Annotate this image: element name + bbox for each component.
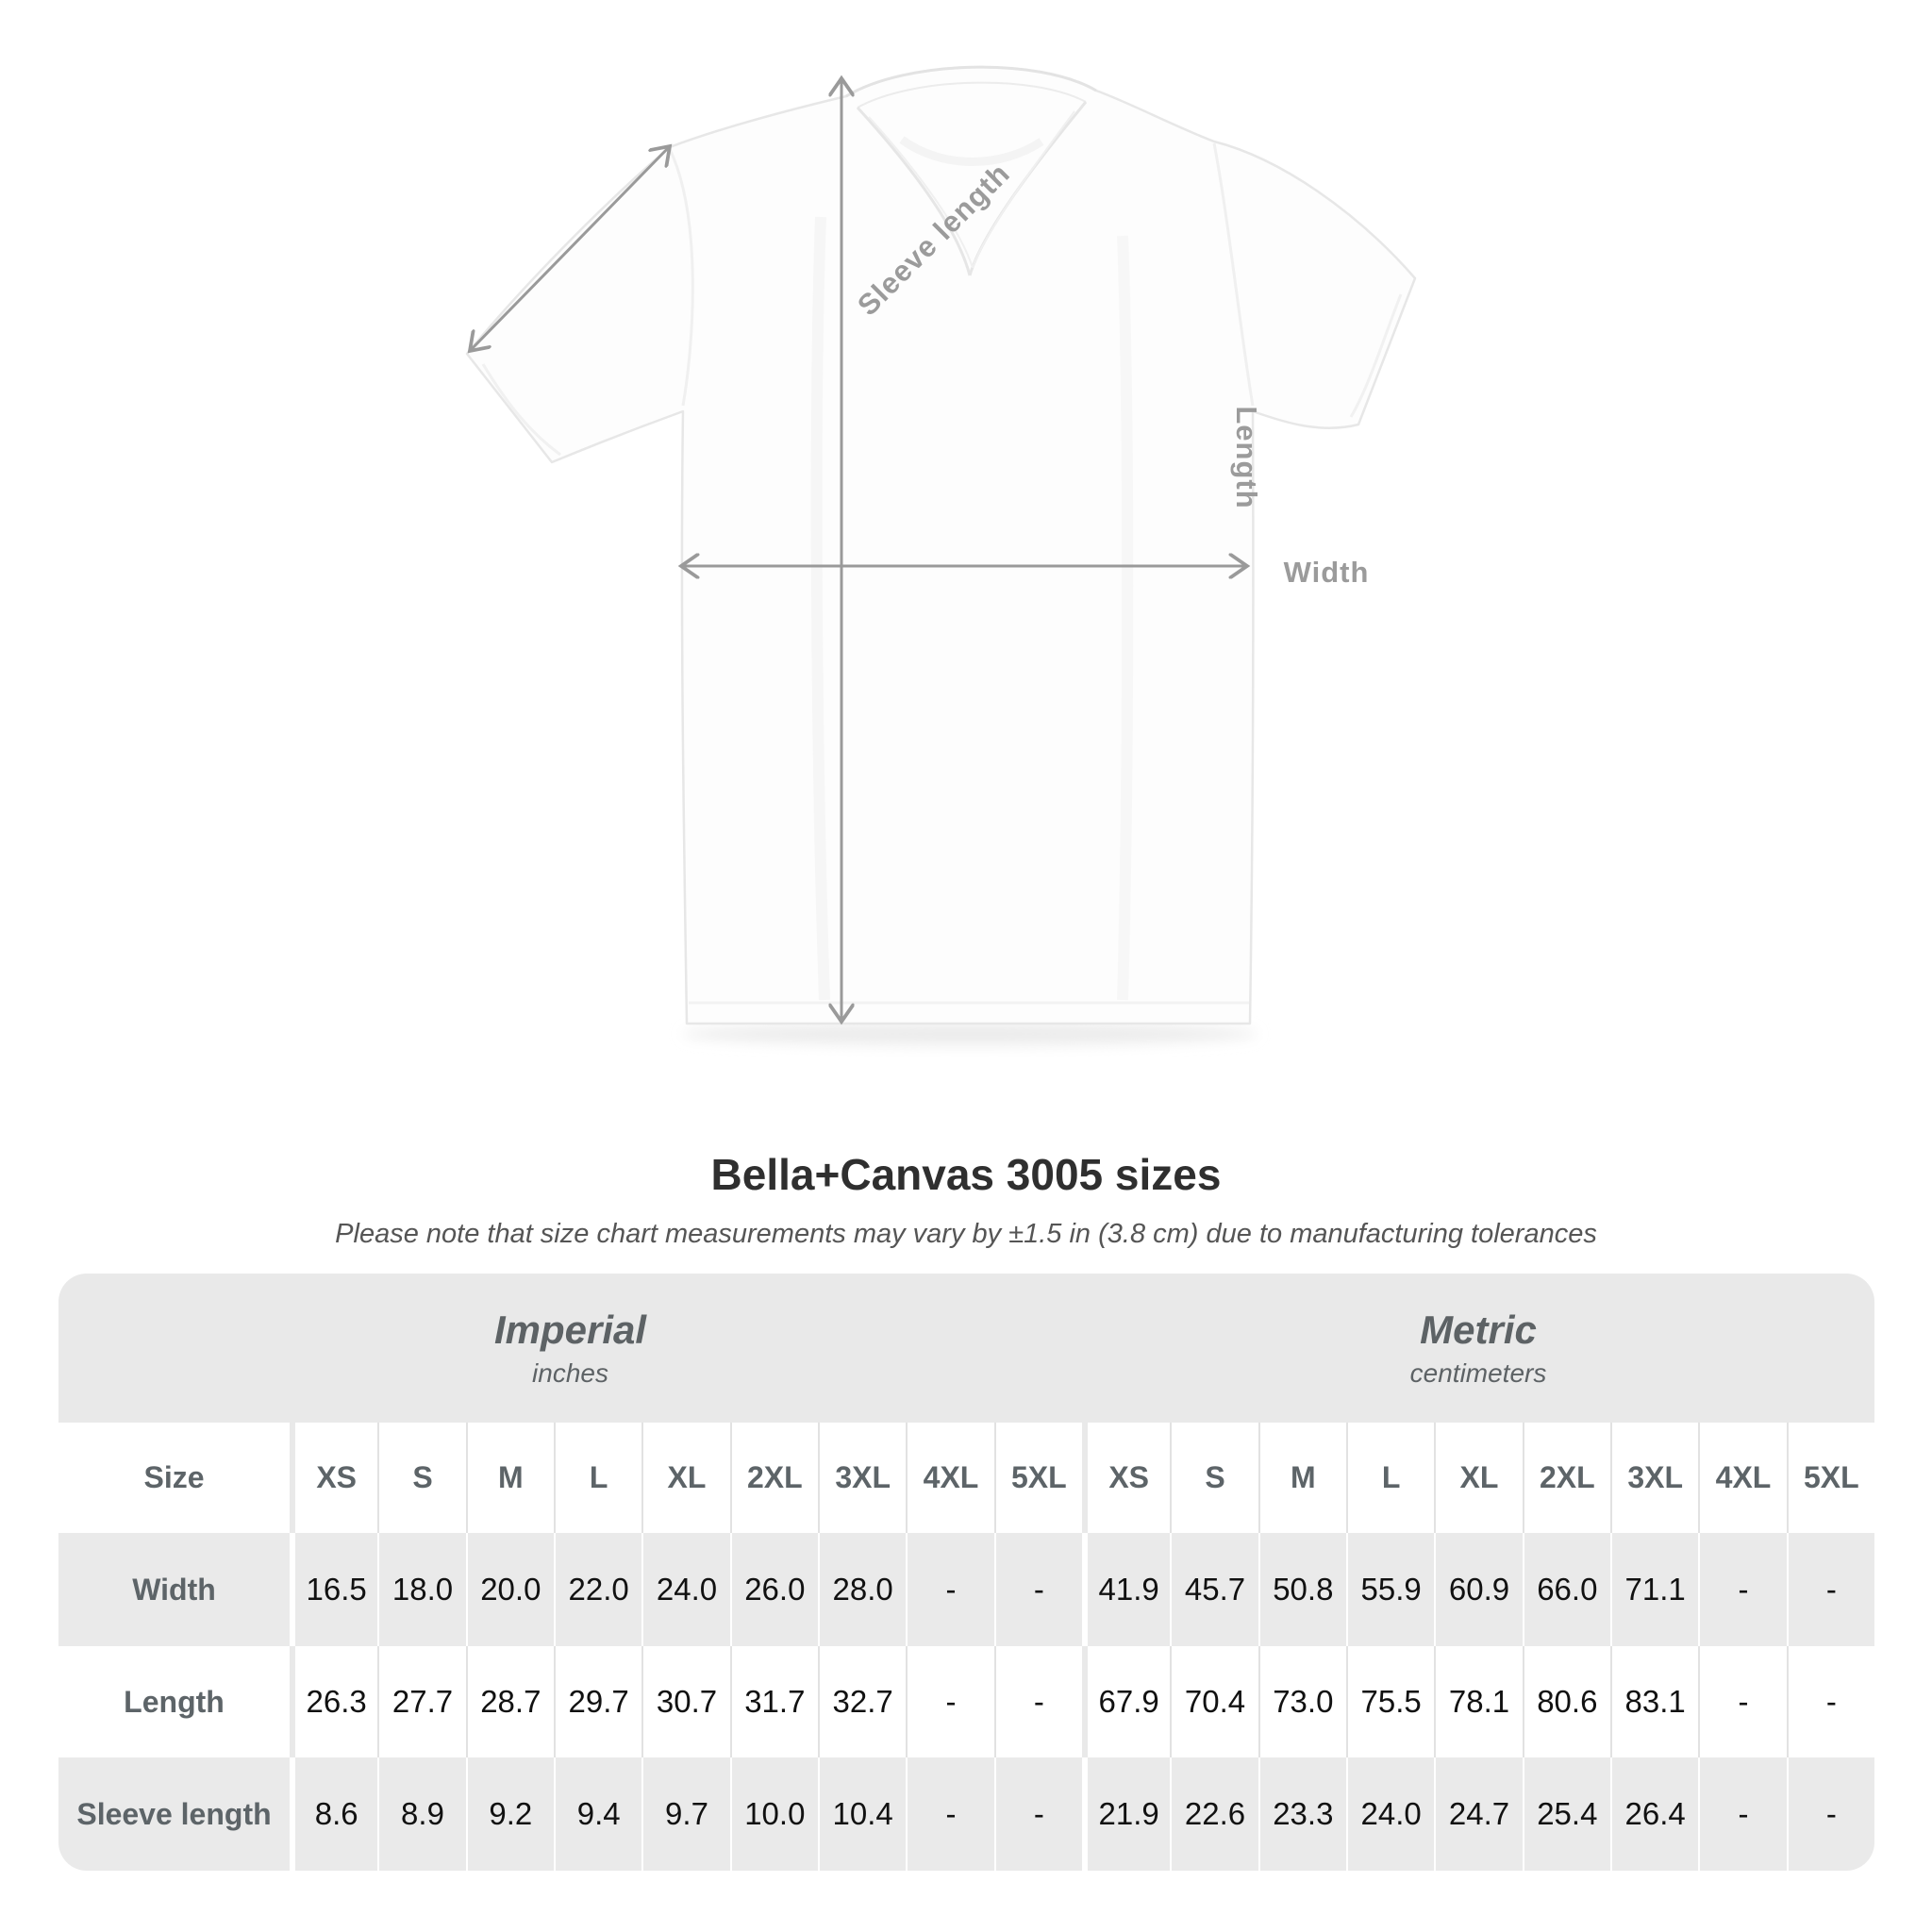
value-cell: 66.0 <box>1523 1533 1610 1646</box>
value-cell: 10.4 <box>818 1757 906 1871</box>
table-row <box>58 1757 1874 1871</box>
value-cell: 26.4 <box>1610 1757 1698 1871</box>
size-col-header: 5XL <box>994 1423 1082 1533</box>
value-cell: 45.7 <box>1170 1533 1257 1646</box>
value-cell: 20.0 <box>466 1533 554 1646</box>
value-cell: 8.9 <box>377 1757 465 1871</box>
size-col-header: XS <box>290 1423 377 1533</box>
size-col-header: L <box>554 1423 641 1533</box>
value-cell: 78.1 <box>1434 1646 1522 1757</box>
size-col-header: XL <box>641 1423 729 1533</box>
value-cell: 22.6 <box>1170 1757 1257 1871</box>
metric-section-header <box>1082 1274 1874 1423</box>
size-col-header: 5XL <box>1787 1423 1874 1533</box>
size-table-body <box>58 1533 1874 1871</box>
value-cell: 9.4 <box>554 1757 641 1871</box>
value-cell: - <box>906 1533 993 1646</box>
size-col-header: 2XL <box>1523 1423 1610 1533</box>
value-cell: 18.0 <box>377 1533 465 1646</box>
value-cell: 30.7 <box>641 1646 729 1757</box>
value-cell: 55.9 <box>1346 1533 1434 1646</box>
value-cell: 23.3 <box>1258 1757 1346 1871</box>
size-header-row <box>58 1423 1874 1533</box>
value-cell: 8.6 <box>290 1757 377 1871</box>
value-cell: - <box>906 1646 993 1757</box>
value-cell: 9.7 <box>641 1757 729 1871</box>
row-label: Length <box>124 1684 225 1719</box>
value-cell: - <box>1787 1757 1874 1871</box>
row-label: Width <box>132 1572 216 1607</box>
value-cell: - <box>1698 1757 1786 1871</box>
size-col-header: 3XL <box>1610 1423 1698 1533</box>
value-cell: 80.6 <box>1523 1646 1610 1757</box>
size-col-header: XL <box>1434 1423 1522 1533</box>
size-col-header: 4XL <box>906 1423 993 1533</box>
value-cell: 16.5 <box>290 1533 377 1646</box>
value-cell: 27.7 <box>377 1646 465 1757</box>
value-cell: - <box>994 1646 1082 1757</box>
value-cell: 29.7 <box>554 1646 641 1757</box>
tshirt-diagram <box>377 28 1509 1123</box>
value-cell: 71.1 <box>1610 1533 1698 1646</box>
value-cell: 10.0 <box>730 1757 818 1871</box>
value-cell: - <box>1787 1646 1874 1757</box>
value-cell: 24.0 <box>641 1533 729 1646</box>
value-cell: 50.8 <box>1258 1533 1346 1646</box>
value-cell: 28.7 <box>466 1646 554 1757</box>
size-col-header: M <box>466 1423 554 1533</box>
size-col-header: M <box>1258 1423 1346 1533</box>
size-col-header: 3XL <box>818 1423 906 1533</box>
value-cell: 28.0 <box>818 1533 906 1646</box>
value-cell: 41.9 <box>1082 1533 1170 1646</box>
shirt-crease-2 <box>1123 236 1127 1000</box>
value-cell: 70.4 <box>1170 1646 1257 1757</box>
size-row-label: Size <box>143 1460 205 1494</box>
size-col-header: 2XL <box>730 1423 818 1533</box>
value-cell: 22.0 <box>554 1533 641 1646</box>
size-col-header: S <box>377 1423 465 1533</box>
value-cell: 24.0 <box>1346 1757 1434 1871</box>
value-cell: - <box>1698 1533 1786 1646</box>
length-label: Length <box>1230 406 1263 509</box>
value-cell: 26.3 <box>290 1646 377 1757</box>
imperial-title: Imperial <box>493 1307 647 1352</box>
value-cell: 31.7 <box>730 1646 818 1757</box>
value-cell: - <box>994 1757 1082 1871</box>
metric-title: Metric <box>1420 1307 1537 1352</box>
size-col-header: L <box>1346 1423 1434 1533</box>
table-row <box>58 1533 1874 1646</box>
shirt-shadow <box>682 1023 1257 1045</box>
value-cell: 24.7 <box>1434 1757 1522 1871</box>
imperial-section-header <box>58 1274 1082 1423</box>
sleeve-length-label: Sleeve length <box>851 157 1017 323</box>
value-cell: 32.7 <box>818 1646 906 1757</box>
imperial-unit: inches <box>532 1358 608 1388</box>
value-cell: 75.5 <box>1346 1646 1434 1757</box>
value-cell: 83.1 <box>1610 1646 1698 1757</box>
value-cell: - <box>1698 1646 1786 1757</box>
value-cell: - <box>906 1757 993 1871</box>
page-title: Bella+Canvas 3005 sizes <box>710 1150 1222 1199</box>
size-col-header: S <box>1170 1423 1257 1533</box>
value-cell: - <box>994 1533 1082 1646</box>
size-table <box>58 1274 1874 1871</box>
size-col-header: 4XL <box>1698 1423 1786 1533</box>
value-cell: - <box>1787 1533 1874 1646</box>
value-cell: 67.9 <box>1082 1646 1170 1757</box>
value-cell: 21.9 <box>1082 1757 1170 1871</box>
tolerance-note: Please note that size chart measurements may vary by ±1.5 in (3.8 cm) due to manufacturing tolerances <box>335 1219 1597 1249</box>
size-col-header: XS <box>1082 1423 1170 1533</box>
value-cell: 9.2 <box>466 1757 554 1871</box>
value-cell: 26.0 <box>730 1533 818 1646</box>
width-label: Width <box>1283 556 1370 589</box>
unit-section-band <box>58 1274 1874 1423</box>
value-cell: 25.4 <box>1523 1757 1610 1871</box>
row-label: Sleeve length <box>76 1796 272 1831</box>
value-cell: 60.9 <box>1434 1533 1522 1646</box>
metric-unit: centimeters <box>1409 1358 1547 1388</box>
value-cell: 73.0 <box>1258 1646 1346 1757</box>
table-row <box>58 1646 1874 1757</box>
